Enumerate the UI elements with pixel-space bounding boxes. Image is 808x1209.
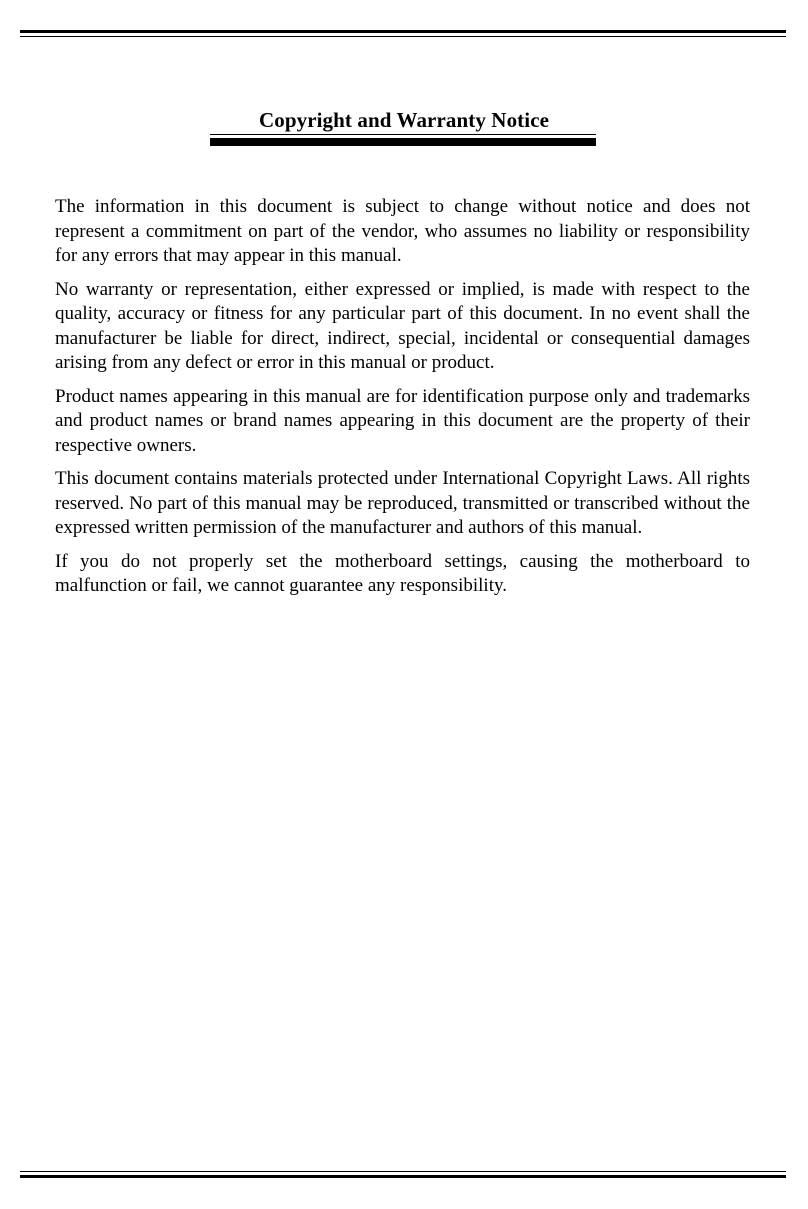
header-rule-thick [20,30,786,33]
title-underline-thick [210,138,596,146]
footer-rule-thick [20,1175,786,1178]
page-title: Copyright and Warranty Notice [258,108,550,132]
paragraph-no-warranty: No warranty or representation, either expressed or implied, is made with respect to the quality, accuracy or fitness for any particular part of this document. In no event shall the manufacturer be liable for direct, indirect, special, incidental or consequential damages arising from any defect or error in this manual or product. [55,278,750,373]
paragraph-copyright: This document contains materials protected under International Copyright Laws. All rights reserved. No part of this manual may be reproduced, transmitted or transcribed without the expressed written permission of the manufacturer and authors of this manual. [55,468,750,538]
paragraph-trademarks: Product names appearing in this manual are for identification purpose only and trademarks and product names or brand names appearing in this document are the property of their respective owners. [55,385,750,456]
title-underline-thin [210,134,596,135]
footer-rule-thin [20,1171,786,1172]
title-container [0,107,808,133]
paragraph-responsibility: If you do not properly set the motherboard settings, causing the motherboard to malfunction or fail, we cannot guarantee any responsibility. [55,550,750,596]
header-rule-thin [20,36,786,37]
notice-body [55,195,750,608]
paragraph-change-notice: The information in this document is subject to change without notice and does not represent a commitment on part of the vendor, who assumes no liability or responsibility for any errors that may appear in this manual. [55,196,750,266]
